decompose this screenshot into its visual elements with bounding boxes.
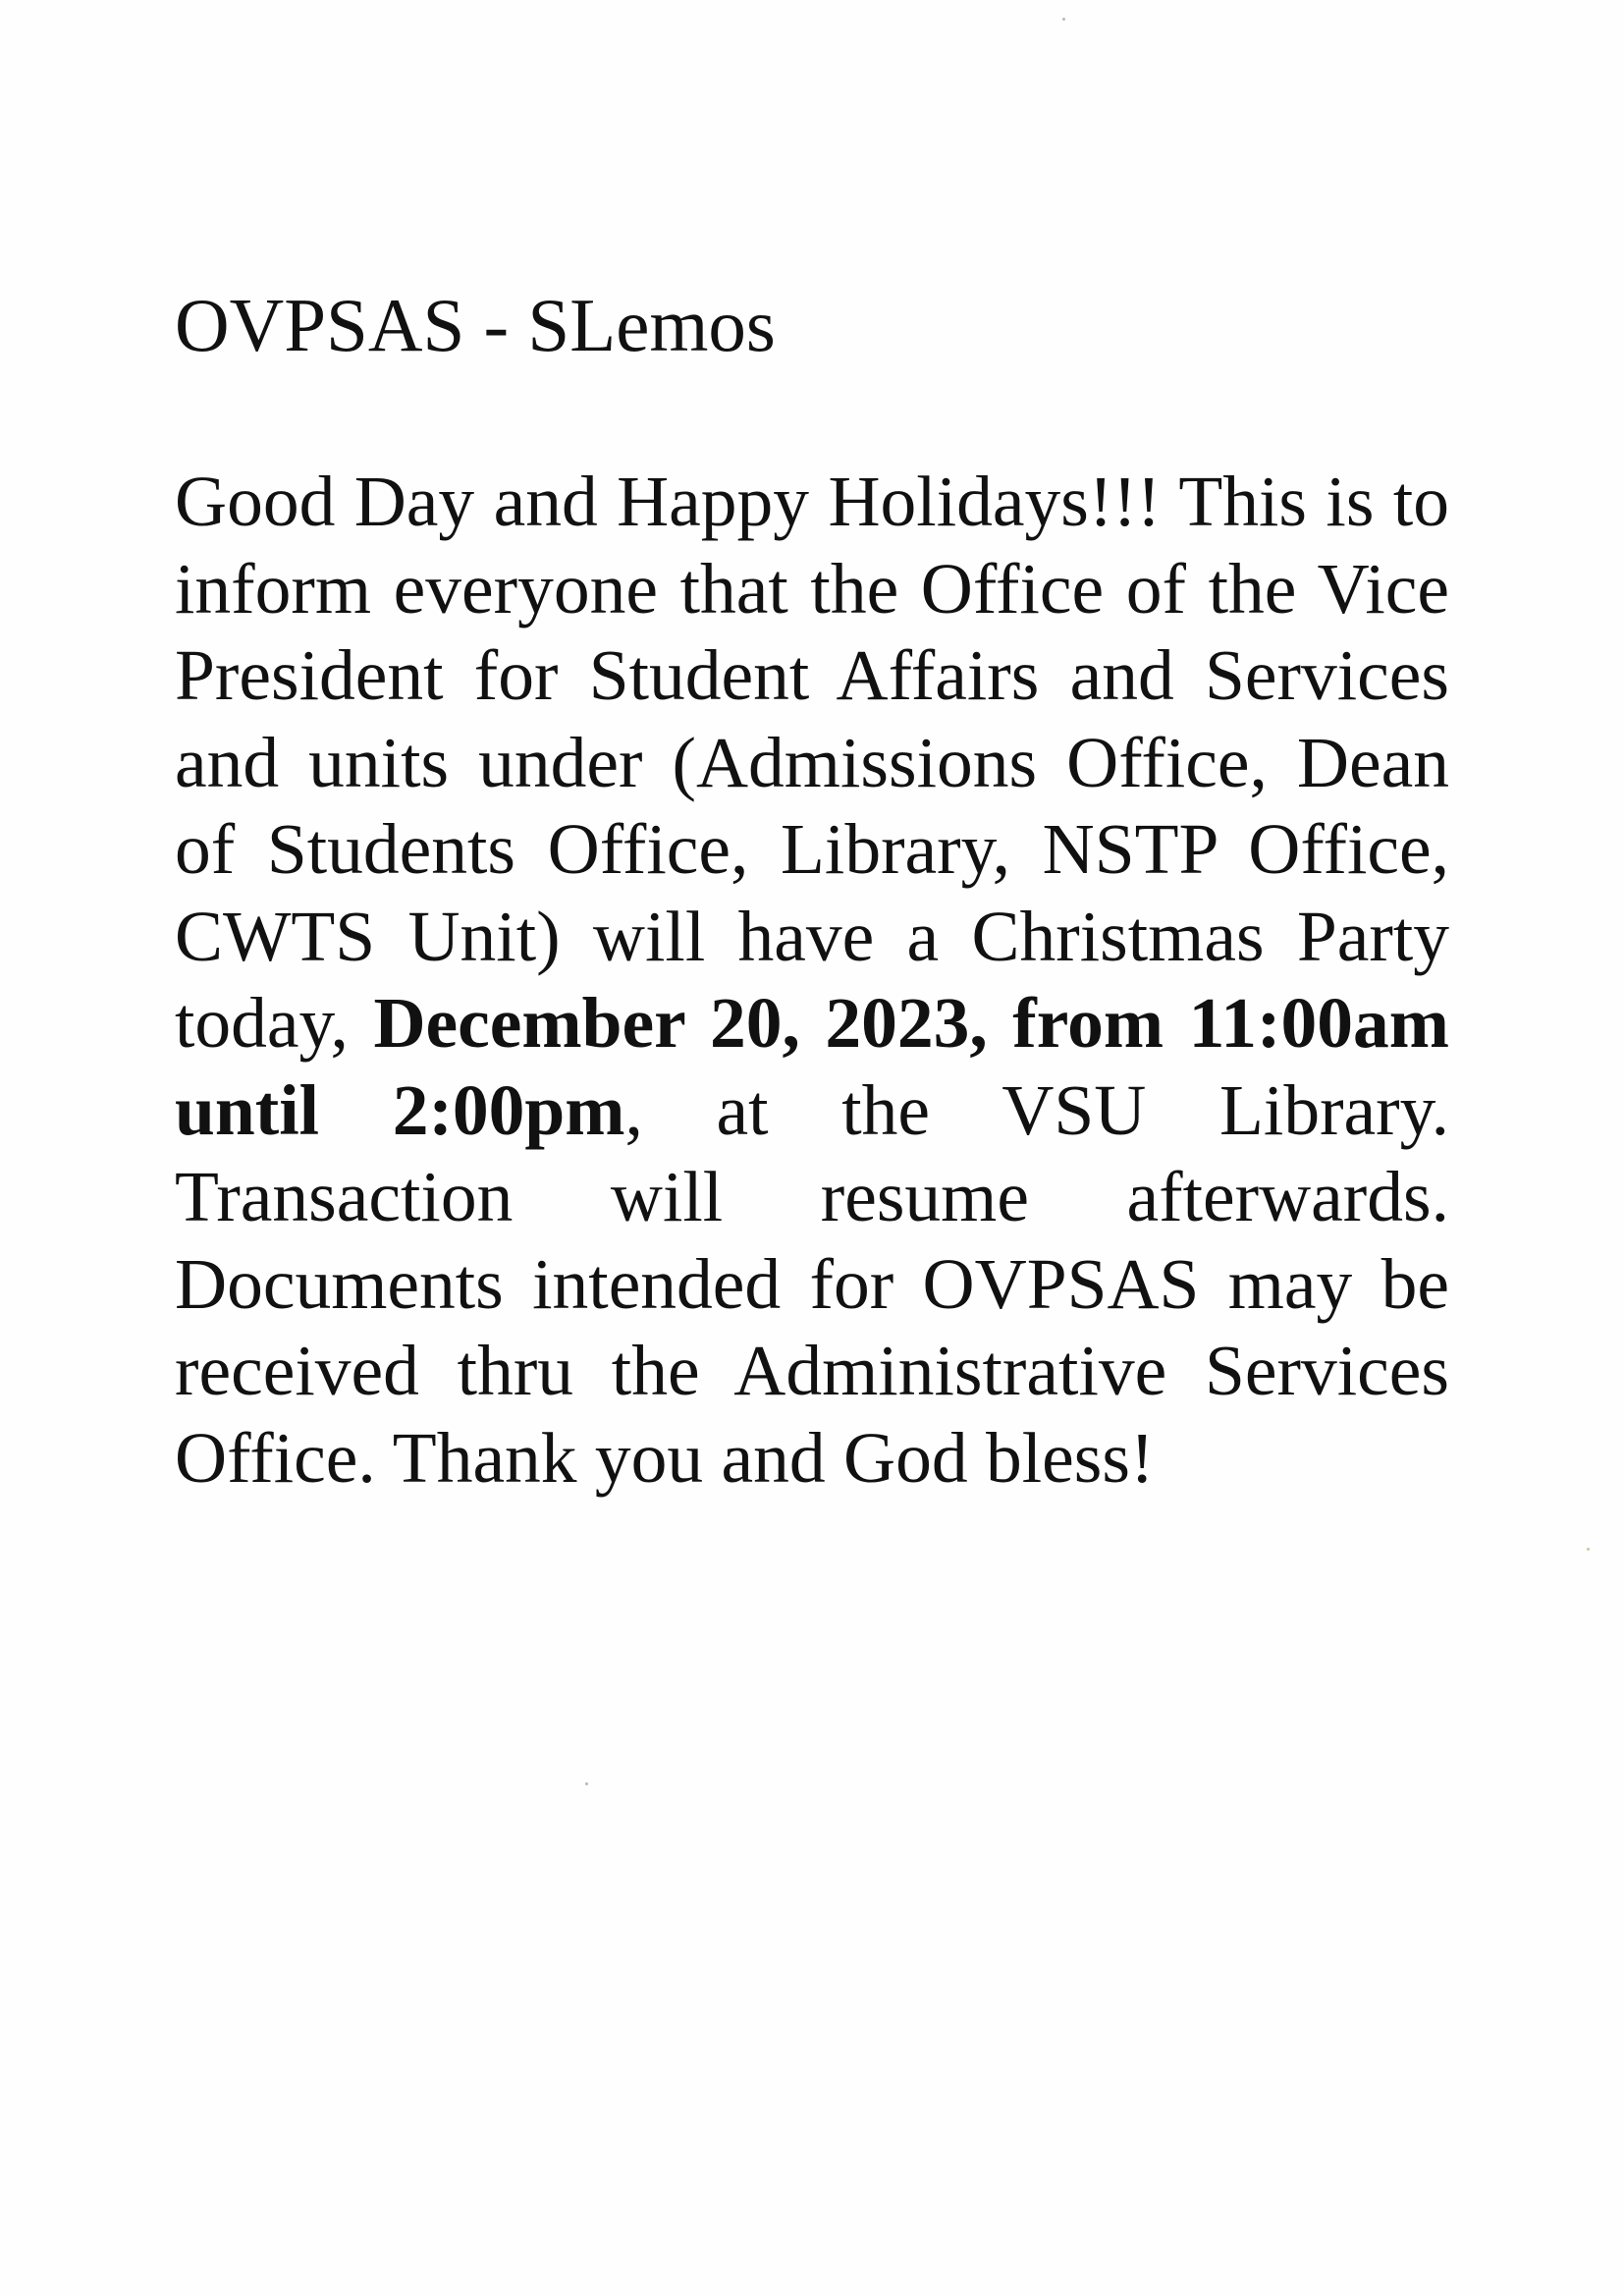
notice-body: [175, 459, 1449, 1502]
notice-heading: OVPSAS - SLemos: [175, 283, 776, 367]
scan-speck: [1587, 1548, 1590, 1551]
notice-body-rest: , at the VSU Library. Transaction will resume afterwards. Documents intended for OVPSAS may be received thru the Administrative Services Office. Thank you and God bless!: [175, 1069, 1449, 1498]
scan-speck: [585, 1782, 588, 1785]
notice-body-intro: Good Day and Happy Holidays!!! This is to inform everyone that the Office of the Vice President for Student Affairs and Services and units under (Admissions Office, Dean of Students Office, Library, NSTP Office, CWTS Unit) will have a Christmas Party today,: [175, 462, 1449, 1063]
scan-speck: [1062, 18, 1065, 21]
notice-body-date-time: December 20, 2023, from 11:00am until 2:00pm: [175, 983, 1449, 1150]
